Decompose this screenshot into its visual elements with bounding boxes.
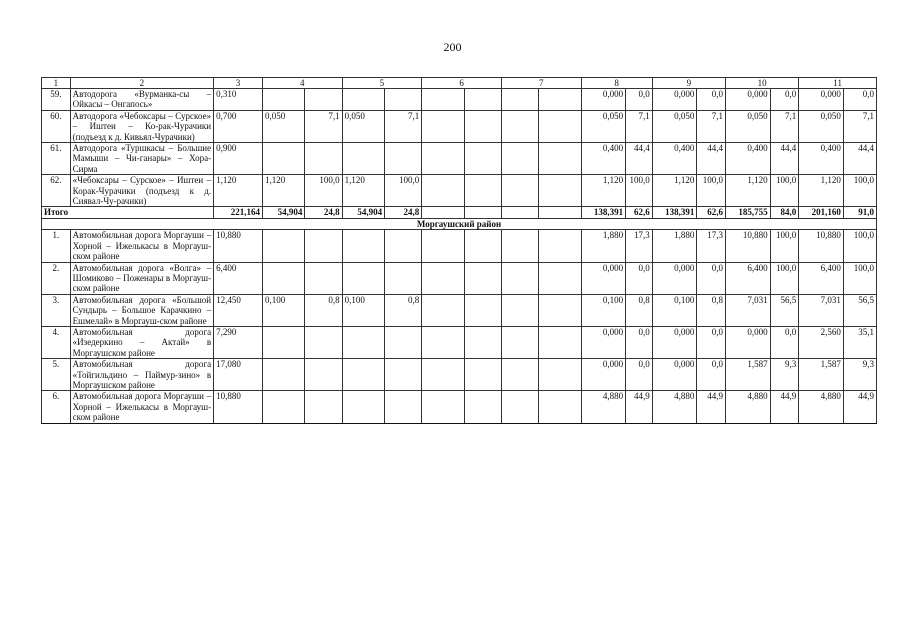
table-cell: 0,000 [581,359,626,391]
table-cell [464,359,501,391]
table-cell: 7,1 [843,110,876,142]
table-cell: 0,0 [626,89,653,111]
table-row [42,294,877,326]
table-cell: 44,4 [626,143,653,175]
table-cell [385,230,422,262]
table-cell [464,175,501,207]
table-cell: Автомобильная дорога Моргауши – Хорной – Ижелькасы в Моргауш-ском районе [70,230,213,262]
table-cell [464,207,501,218]
header-cell: 3 [214,78,263,89]
table-cell: 1. [42,230,71,262]
header-cell: 11 [799,78,877,89]
table-cell [305,143,342,175]
table-cell: 6,400 [726,262,771,294]
table-cell: 1,120 [726,175,771,207]
table-cell: 1,587 [726,359,771,391]
table-cell: 7,031 [799,294,844,326]
header-cell: 5 [342,78,422,89]
table-cell: 4,880 [726,391,771,423]
table-cell: 100,0 [626,175,653,207]
table-cell: 0,0 [697,359,726,391]
table-cell: 44,9 [770,391,799,423]
table-cell: 44,4 [770,143,799,175]
table-cell: 201,160 [799,207,844,218]
table-cell: 1,120 [652,175,697,207]
table-cell: 7,1 [770,110,799,142]
section-row [42,218,877,229]
header-cell: 6 [422,78,502,89]
table-cell: 84,0 [770,207,799,218]
table-cell: 1,120 [581,175,626,207]
table-cell: 0,0 [626,359,653,391]
table-cell [464,391,501,423]
table-cell: 1,120 [214,175,263,207]
table-cell: 7,031 [726,294,771,326]
table-cell [501,294,538,326]
table-cell: 1,120 [262,175,304,207]
table-cell [262,359,304,391]
table-cell: 0,0 [626,326,653,358]
table-cell [422,326,464,358]
table-cell [539,262,581,294]
table-row [42,262,877,294]
table-cell [539,110,581,142]
table-cell [342,326,384,358]
table-cell: 100,0 [843,230,876,262]
table-cell: 62,6 [697,207,726,218]
table-cell [422,89,464,111]
table-cell: 0,0 [843,89,876,111]
table-cell [422,175,464,207]
table-cell: 54,904 [262,207,304,218]
table-cell: 0,050 [652,110,697,142]
table-cell [539,391,581,423]
table-cell: 0,000 [652,262,697,294]
table-cell: 1,587 [799,359,844,391]
table-row [42,391,877,423]
table-cell: 100,0 [770,230,799,262]
table-cell: 1,880 [581,230,626,262]
header-row [42,78,877,89]
table-cell [539,207,581,218]
table-cell: 0,0 [697,89,726,111]
table-cell: 4,880 [799,391,844,423]
table-cell [501,175,538,207]
table-cell [464,326,501,358]
table-cell [539,89,581,111]
header-cell: 7 [501,78,581,89]
table-cell: Автомобильная дорога «Волга» – Шомиково – Поженары в Моргауш-ском районе [70,262,213,294]
table-cell [422,143,464,175]
table-cell: 0,050 [581,110,626,142]
table-cell: 0,100 [342,294,384,326]
table-cell: Автомобильная дорога Моргауши – Хорной – Ижелькасы в Моргауш-ском районе [70,391,213,423]
section-title: Моргаушский район [42,218,877,229]
table-cell [385,359,422,391]
table-cell: 7,1 [305,110,342,142]
table-row [42,230,877,262]
table-cell [422,207,464,218]
table-cell: 59. [42,89,71,111]
table-cell: 100,0 [843,175,876,207]
table-cell [305,230,342,262]
table-cell: 24,8 [385,207,422,218]
table-cell [539,175,581,207]
table-cell: 0,000 [652,359,697,391]
table-cell: 2. [42,262,71,294]
table-cell: 0,000 [581,326,626,358]
table-cell [464,230,501,262]
table-cell [305,391,342,423]
header-cell: 8 [581,78,652,89]
table-cell [422,294,464,326]
table-cell: 0,000 [726,326,771,358]
header-cell: 10 [726,78,799,89]
table-cell: 17,3 [626,230,653,262]
table-cell [501,230,538,262]
table-cell: 35,1 [843,326,876,358]
table-cell [422,262,464,294]
table-cell: 3. [42,294,71,326]
table-cell: «Чебоксары – Сурское» – Иштеи – Корак-Чурачики (подъезд к д. Сиявал-Чу-рачики) [70,175,213,207]
header-cell: 4 [262,78,342,89]
table-cell [501,262,538,294]
table-cell: 100,0 [385,175,422,207]
table-cell: 6,400 [799,262,844,294]
table-row [42,110,877,142]
roads-table [41,77,877,424]
table-cell: 9,3 [843,359,876,391]
table-cell: 0,050 [726,110,771,142]
table-row [42,89,877,111]
table-cell: Автодорога «Вурманка-сы – Ойкасы – Онгапось» [70,89,213,111]
table-cell: 0,100 [262,294,304,326]
table-cell: Автомобильная дорога «Большой Сундырь – Большое Карачкино – Ешмелай» в Моргауш-ском районе [70,294,213,326]
table-cell: 60. [42,110,71,142]
table-cell: 10,880 [799,230,844,262]
table-cell: 0,000 [581,89,626,111]
table-cell [539,359,581,391]
table-cell: 2,560 [799,326,844,358]
table-row [42,359,877,391]
table-cell [501,143,538,175]
table-cell: 0,400 [799,143,844,175]
table-cell [342,230,384,262]
table-cell: 100,0 [843,262,876,294]
table-cell [305,326,342,358]
table-cell: 0,310 [214,89,263,111]
table-cell: 0,000 [652,326,697,358]
table-row [42,326,877,358]
table-cell: 0,8 [626,294,653,326]
table-cell: 7,1 [626,110,653,142]
table-cell [385,326,422,358]
table-cell [385,143,422,175]
table-cell [464,143,501,175]
table-cell [539,294,581,326]
table-cell: 5. [42,359,71,391]
table-cell [501,207,538,218]
table-cell: 0,000 [581,262,626,294]
table-cell: 44,9 [626,391,653,423]
table-cell: 0,8 [385,294,422,326]
header-cell: 1 [42,78,71,89]
table-cell: 6,400 [214,262,263,294]
table-cell: Автомобильная дорога «Тойгильдино – Паймур-зино» в Моргаушском районе [70,359,213,391]
table-cell: 62. [42,175,71,207]
table-cell: 100,0 [770,175,799,207]
table-cell: 7,290 [214,326,263,358]
table-cell: 9,3 [770,359,799,391]
table-cell: 6. [42,391,71,423]
table-cell: 0,000 [652,89,697,111]
table-cell [539,230,581,262]
table-cell [539,143,581,175]
table-cell: 0,0 [770,89,799,111]
table-cell: 56,5 [843,294,876,326]
table-cell: 0,050 [799,110,844,142]
table-cell [422,391,464,423]
table-cell [262,89,304,111]
total-row [42,207,877,218]
table-cell: 0,000 [799,89,844,111]
table-cell [262,262,304,294]
table-cell: 1,880 [652,230,697,262]
table-cell [501,391,538,423]
table-cell [464,294,501,326]
table-cell: 62,6 [626,207,653,218]
table-cell: 138,391 [652,207,697,218]
table-cell [305,262,342,294]
table-cell [501,326,538,358]
table-cell [385,391,422,423]
table-cell: 185,755 [726,207,771,218]
table-cell [422,110,464,142]
table-cell: 1,120 [342,175,384,207]
table-cell: 44,4 [697,143,726,175]
table-cell: 0,0 [770,326,799,358]
table-cell [262,326,304,358]
table-cell: 0,000 [726,89,771,111]
table-cell: 10,880 [726,230,771,262]
table-cell: 54,904 [342,207,384,218]
header-cell: 9 [652,78,725,89]
table-cell [342,89,384,111]
table-cell: 0,050 [342,110,384,142]
page-number: 200 [443,40,462,54]
table-cell: 44,9 [697,391,726,423]
table-cell: 0,400 [581,143,626,175]
table-cell: 17,080 [214,359,263,391]
table-cell: 44,9 [843,391,876,423]
table-cell [539,326,581,358]
table-cell [422,359,464,391]
table-cell: 10,880 [214,230,263,262]
table-cell: 138,391 [581,207,626,218]
table-cell: 91,0 [843,207,876,218]
table-cell: Автодорога «Туршкасы – Большие Мамыши – Чи-ганары» – Хора-Сирма [70,143,213,175]
table-row [42,143,877,175]
table-cell: 100,0 [305,175,342,207]
table-cell: 0,100 [581,294,626,326]
table-cell: 221,164 [214,207,263,218]
table-cell [342,262,384,294]
table-cell [464,89,501,111]
table-cell: 0,0 [697,262,726,294]
table-cell: 0,400 [726,143,771,175]
table-cell [342,391,384,423]
table-cell: 10,880 [214,391,263,423]
table-cell: 0,400 [652,143,697,175]
table-cell: 0,0 [697,326,726,358]
table-cell [385,89,422,111]
table-cell: 61. [42,143,71,175]
table-cell: 4. [42,326,71,358]
table-cell: 0,8 [697,294,726,326]
table-cell: 1,120 [799,175,844,207]
table-cell: 0,050 [262,110,304,142]
table-cell: 4,880 [581,391,626,423]
table-cell [501,89,538,111]
table-cell: Автомобильная дорога «Изедеркино – Актай» в Моргаушском районе [70,326,213,358]
table-cell: 0,900 [214,143,263,175]
table-cell [342,359,384,391]
table-cell: 12,450 [214,294,263,326]
table-cell [262,391,304,423]
table-cell [464,262,501,294]
table-cell [422,230,464,262]
table-cell: 0,0 [626,262,653,294]
table-cell: 7,1 [385,110,422,142]
header-cell: 2 [70,78,213,89]
table-cell: Итого [42,207,214,218]
table-cell [305,359,342,391]
table-cell [305,89,342,111]
table-cell: 100,0 [770,262,799,294]
table-cell: Автодорога «Чебоксары – Сурское» – Иштеи – Ко-рак-Чурачики (подъезд к д. Кивьял-Чурачики) [70,110,213,142]
table-cell: 0,100 [652,294,697,326]
table-cell [501,110,538,142]
table-cell: 7,1 [697,110,726,142]
table-cell: 4,880 [652,391,697,423]
table-cell [385,262,422,294]
table-cell: 17,3 [697,230,726,262]
table-cell [262,143,304,175]
table-cell: 0,8 [305,294,342,326]
table-cell: 100,0 [697,175,726,207]
table-cell [464,110,501,142]
table-cell: 44,4 [843,143,876,175]
table-cell: 56,5 [770,294,799,326]
table-cell: 0,700 [214,110,263,142]
table-cell [501,359,538,391]
table-cell: 24,8 [305,207,342,218]
table-row [42,175,877,207]
table-cell [262,230,304,262]
table-cell [342,143,384,175]
